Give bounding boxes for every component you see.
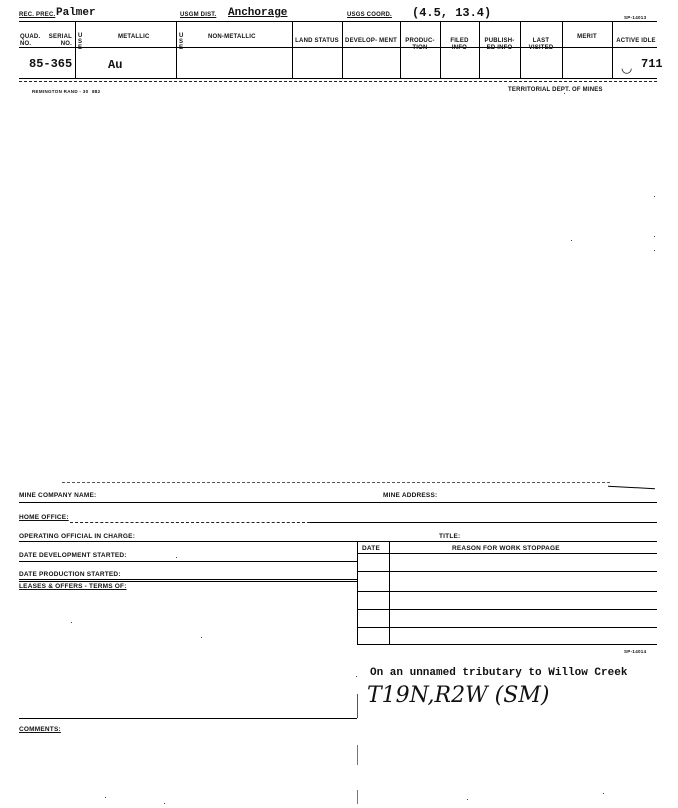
department-label: TERRITORIAL DEPT. OF MINES [508,87,603,93]
col-production: PRODUC- TION [405,38,435,51]
col-development: DEVELOP- MENT [345,38,397,44]
scan-speck [654,250,655,251]
scan-speck [571,240,572,241]
operating-official-label: OPERATING OFFICIAL IN CHARGE: [19,533,136,540]
lower-divider-trace [357,790,358,804]
col-filed-info: FILED INFO [450,38,469,51]
stoppage-row-rule [357,644,657,645]
handwritten-location: T19N,R2W (SM) [367,683,550,708]
rule-production-2 [19,581,357,582]
col-quad-no: QUAD. NO. [20,34,41,47]
rec-prec-label: REC. PREC. [19,12,56,18]
quad-serial-value: 85-365 [29,57,73,71]
scan-speck [356,676,357,677]
scan-speck [201,637,202,638]
col-metallic: METALLIC [118,34,150,40]
col-sep [562,22,563,79]
scan-speck [467,799,468,800]
usgs-coord-label: USGS COORD. [347,12,392,18]
stoppage-reason-header: REASON FOR WORK STOPPAGE [452,545,560,552]
usgm-dist-label: USGM DIST. [180,12,217,18]
rule-company [19,502,657,503]
scan-speck [164,803,165,804]
leases-offers-label: LEASES & OFFERS - TERMS OF: [19,583,127,590]
form-number-2: SP-14014 [624,649,647,654]
col-published-info: PUBLISH- ED INFO [484,38,515,51]
col-use: U S E [78,33,83,51]
col-sep [479,22,480,79]
col-sep [292,22,293,79]
lower-divider-trace [357,694,358,718]
printer-label: REMINGTON RAND - 30 [32,89,89,94]
date-development-label: DATE DEVELOPMENT STARTED: [19,552,127,559]
mine-company-name-label: MINE COMPANY NAME: [19,492,97,499]
date-production-label: DATE PRODUCTION STARTED: [19,571,121,578]
scan-speck [176,557,177,558]
mine-address-label: MINE ADDRESS: [383,492,438,499]
home-office-label: HOME OFFICE: [19,514,69,521]
stoppage-row-rule [357,609,657,610]
upper-tear-line [62,482,610,483]
scan-speck [654,196,655,197]
scan-speck [105,797,106,798]
col-active-idle: ACTIVE IDLE [616,38,656,44]
usgs-coord-value: (4.5, 13.4) [412,6,492,20]
stoppage-left [357,541,358,644]
tear-curl [608,486,655,489]
col-sep [176,22,177,79]
active-idle-value: 711 [641,57,663,71]
scan-speck [603,793,604,794]
col-sep [75,22,76,79]
scan-speck [71,622,72,623]
col-non-metallic: NON-METALLIC [208,34,256,40]
stoppage-row-rule [357,627,657,628]
scan-speck [564,93,565,94]
rule-production [19,579,357,580]
stoppage-date-sep [389,541,390,644]
typed-location-note: On an unnamed tributary to Willow Creek [370,667,628,679]
rec-prec-value: Palmer [56,7,96,19]
comments-label: COMMENTS: [19,726,61,733]
metallic-value: Au [108,58,123,72]
stoppage-row-rule [357,553,657,554]
rule-home-office [70,522,310,523]
col-sep [520,22,521,79]
col-sep [440,22,441,79]
rule-home-office-right [310,522,657,523]
printer-code: 882 [92,89,101,94]
title-label: TITLE: [439,533,461,540]
stoppage-row-rule [357,591,657,592]
lower-divider-trace [357,745,358,765]
idle-mark: ◡ [621,61,633,76]
scan-speck [654,236,655,237]
rule-comments [19,718,357,719]
col-use: U S E [179,33,184,51]
col-last-visited: LAST VISITED [528,38,554,51]
col-sep [400,22,401,79]
form-number: SP-14013 [624,15,647,20]
col-land-status: LAND STATUS [295,38,339,44]
col-serial-no: SERIAL NO. [48,34,72,47]
stoppage-date-header: DATE [362,545,381,552]
rule-official [19,541,657,542]
col-sep [342,22,343,79]
rule-development [19,561,357,562]
col-sep [612,22,613,79]
usgm-dist-value: Anchorage [228,7,288,19]
col-merit: MERIT [577,34,597,40]
perforation-line [19,81,657,82]
stoppage-row-rule [357,571,657,572]
